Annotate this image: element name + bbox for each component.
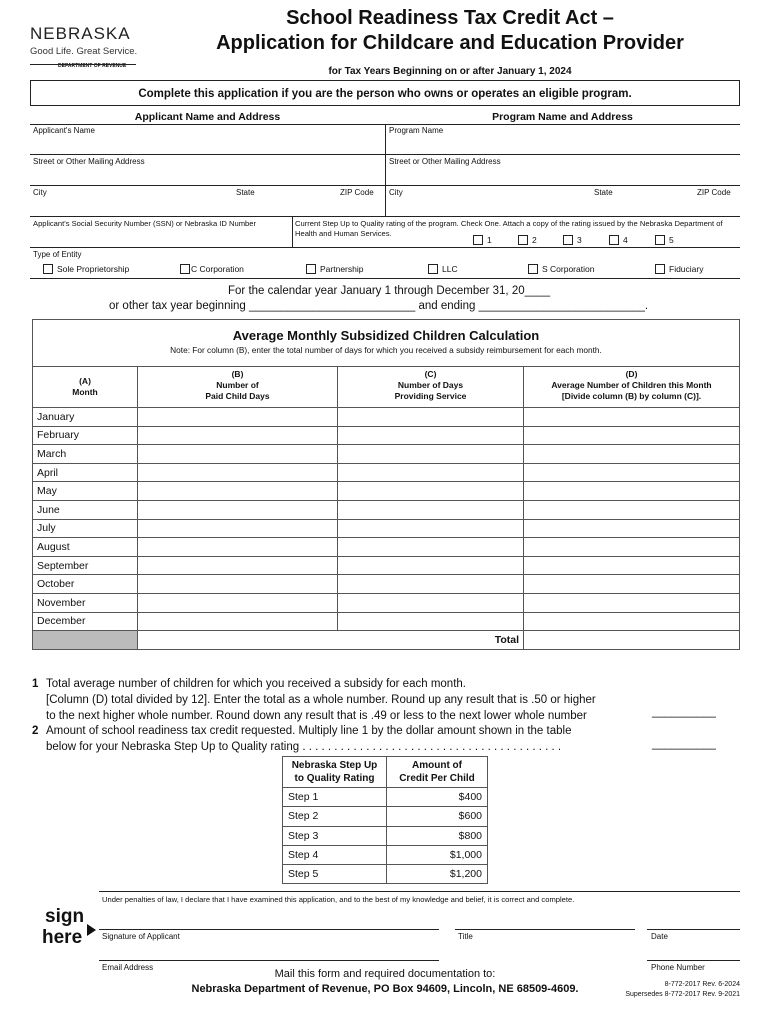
- average-input[interactable]: [524, 482, 740, 501]
- line-2: 2 Amount of school readiness tax credit requested. Multiply line 1 by the dollar amount shown in the table below for your Nebraska Step Up to Quality rating . . . . . . . . . . . . . . . . . . . . . . . . . . . . . . . . . . . . . . . . .: [32, 725, 572, 753]
- arrow-icon: [87, 924, 96, 936]
- checkbox[interactable]: [528, 264, 538, 274]
- step-cell: Step 5: [283, 865, 387, 884]
- calc-note: Note: For column (B), enter the total number of days for which you received a subsidy reimbursement for each month.: [170, 345, 602, 355]
- average-input[interactable]: [524, 408, 740, 427]
- month-cell: May: [33, 482, 138, 501]
- amount-cell: $1,000: [387, 845, 488, 864]
- step-cell: Step 2: [283, 807, 387, 826]
- program-heading: Program Name and Address: [492, 111, 633, 123]
- month-cell: September: [33, 556, 138, 575]
- tax-year-line1[interactable]: For the calendar year January 1 through December 31, 20____: [228, 285, 551, 297]
- entity-fiduciary[interactable]: Fiduciary: [655, 264, 703, 274]
- entity-label: Type of Entity: [33, 250, 82, 259]
- table-row: [33, 538, 740, 557]
- average-input[interactable]: [524, 612, 740, 631]
- col-d-header: (D) Average Number of Children this Month [Divide column (B) by column (C)].: [524, 367, 740, 408]
- month-cell: February: [33, 426, 138, 445]
- month-cell: April: [33, 463, 138, 482]
- days-input[interactable]: [138, 593, 338, 612]
- days-input[interactable]: [138, 426, 338, 445]
- entity-partnership[interactable]: Partnership: [306, 264, 363, 274]
- service-days-input[interactable]: [338, 575, 524, 594]
- service-days-input[interactable]: [338, 426, 524, 445]
- tax-year-line2[interactable]: or other tax year beginning __________________________ and ending __________________________.: [109, 300, 649, 312]
- applicant-name-field[interactable]: Applicant's Name: [33, 126, 95, 135]
- table-row: [33, 482, 740, 501]
- mail-instructions: Mail this form and required documentation to:: [274, 968, 496, 980]
- average-input[interactable]: [524, 445, 740, 464]
- average-input[interactable]: [524, 519, 740, 538]
- service-days-input[interactable]: [338, 500, 524, 519]
- days-input[interactable]: [138, 482, 338, 501]
- subtitle: for Tax Years Beginning on or after January 1, 2024: [328, 66, 572, 77]
- days-input[interactable]: [138, 500, 338, 519]
- amount-cell: $600: [387, 807, 488, 826]
- table-row: [33, 500, 740, 519]
- month-cell: March: [33, 445, 138, 464]
- entity-s-corporation[interactable]: S Corporation: [528, 264, 594, 274]
- service-days-input[interactable]: [338, 556, 524, 575]
- logo-dept: DEPARTMENT OF REVENUE: [58, 63, 127, 69]
- rating-option-4[interactable]: 4: [609, 235, 628, 245]
- total-label: Total: [138, 631, 524, 650]
- service-days-input[interactable]: [338, 593, 524, 612]
- table-row: [283, 845, 488, 864]
- checkbox[interactable]: [655, 235, 665, 245]
- applicant-state-field[interactable]: State: [236, 188, 255, 197]
- table-row: [33, 445, 740, 464]
- entity-llc[interactable]: LLC: [428, 264, 458, 274]
- rating-option-5[interactable]: 5: [655, 235, 674, 245]
- average-input[interactable]: [524, 556, 740, 575]
- average-input[interactable]: [524, 463, 740, 482]
- checkbox[interactable]: [306, 264, 316, 274]
- amount-cell: $400: [387, 788, 488, 807]
- days-input[interactable]: [138, 556, 338, 575]
- amount-cell: $800: [387, 826, 488, 845]
- table-row: [33, 463, 740, 482]
- average-input[interactable]: [524, 538, 740, 557]
- calc-table: [32, 366, 740, 650]
- entity-sole-proprietorship[interactable]: Sole Proprietorship: [43, 264, 129, 274]
- table-row: [283, 807, 488, 826]
- table-row: [283, 826, 488, 845]
- calc-title: Average Monthly Subsidized Children Calculation: [232, 328, 540, 343]
- program-city-field[interactable]: City: [389, 188, 403, 197]
- checkbox[interactable]: [609, 235, 619, 245]
- table-row: [283, 788, 488, 807]
- amount-cell: $1,200: [387, 865, 488, 884]
- line-1-input[interactable]: __________: [652, 706, 716, 718]
- logo-text: NEBRASKA: [30, 24, 131, 43]
- applicant-heading: Applicant Name and Address: [134, 111, 281, 123]
- month-cell: August: [33, 538, 138, 557]
- credit-header-rating: Nebraska Step Up to Quality Rating: [283, 757, 387, 788]
- credit-header-amount: Amount of Credit Per Child: [387, 757, 488, 788]
- declaration: Under penalties of law, I declare that I have examined this application, and to the best of my knowledge and belief, it is correct and complete.: [102, 895, 575, 904]
- ssn-field[interactable]: Applicant's Social Security Number (SSN) or Nebraska ID Number: [33, 219, 257, 228]
- month-cell: January: [33, 408, 138, 427]
- service-days-input[interactable]: [338, 408, 524, 427]
- program-zip-field[interactable]: ZIP Code: [697, 188, 731, 197]
- table-row: [33, 612, 740, 631]
- line-2-input[interactable]: __________: [652, 738, 716, 750]
- applicant-city-field[interactable]: City: [33, 188, 47, 197]
- checkbox[interactable]: [518, 235, 528, 245]
- table-row: [33, 575, 740, 594]
- table-row: [33, 408, 740, 427]
- credit-table: [282, 756, 488, 884]
- phone-field[interactable]: Phone Number: [651, 963, 705, 972]
- date-field[interactable]: Date: [651, 932, 668, 941]
- average-input[interactable]: [524, 575, 740, 594]
- service-days-input[interactable]: [338, 445, 524, 464]
- email-field[interactable]: Email Address: [102, 963, 154, 972]
- table-row: [33, 519, 740, 538]
- checkbox[interactable]: [473, 235, 483, 245]
- service-days-input[interactable]: [338, 538, 524, 557]
- form-number: 8-772-2017 Rev. 6-2024: [664, 981, 740, 988]
- rating-option-3[interactable]: 3: [563, 235, 582, 245]
- days-input[interactable]: [138, 445, 338, 464]
- days-input[interactable]: [138, 612, 338, 631]
- shaded-cell: [33, 631, 138, 650]
- checkbox[interactable]: [428, 264, 438, 274]
- month-cell: July: [33, 519, 138, 538]
- program-name-field[interactable]: Program Name: [389, 126, 444, 135]
- mail-address: Nebraska Department of Revenue, PO Box 94609, Lincoln, NE 68509-4609.: [191, 983, 579, 995]
- step-cell: Step 1: [283, 788, 387, 807]
- month-cell: November: [33, 593, 138, 612]
- average-input[interactable]: [524, 426, 740, 445]
- service-days-input[interactable]: [338, 463, 524, 482]
- instruction-box: [30, 80, 740, 106]
- rating-option-2[interactable]: 2: [518, 235, 537, 245]
- title-field[interactable]: Title: [458, 932, 473, 941]
- service-days-input[interactable]: [338, 482, 524, 501]
- service-days-input[interactable]: [338, 612, 524, 631]
- logo-tagline: Good Life. Great Service.: [30, 46, 138, 57]
- rating-option-1[interactable]: 1: [473, 235, 492, 245]
- days-input[interactable]: [138, 538, 338, 557]
- total-input[interactable]: [524, 631, 740, 650]
- logo: [30, 24, 142, 69]
- step-cell: Step 4: [283, 845, 387, 864]
- table-row: [33, 426, 740, 445]
- days-input[interactable]: [138, 519, 338, 538]
- days-input[interactable]: [138, 575, 338, 594]
- col-c-header: (C) Number of Days Providing Service: [338, 367, 524, 408]
- page-title: School Readiness Tax Credit Act – Application for Childcare and Education Provider: [216, 7, 684, 54]
- instruction-text: Complete this application if you are the person who owns or operates an eligible program.: [138, 88, 632, 100]
- entity-c-corporation[interactable]: C Corporation: [180, 264, 244, 274]
- service-days-input[interactable]: [338, 519, 524, 538]
- supersedes: Supersedes 8-772-2017 Rev. 9-2021: [625, 991, 740, 998]
- col-a-header: (A) Month: [33, 367, 138, 408]
- days-input[interactable]: [138, 463, 338, 482]
- month-cell: June: [33, 500, 138, 519]
- table-row: [33, 556, 740, 575]
- checkbox[interactable]: [43, 264, 53, 274]
- month-cell: October: [33, 575, 138, 594]
- applicant-zip-field[interactable]: ZIP Code: [340, 188, 374, 197]
- line-1: 1 Total average number of children for which you received a subsidy for each month. [Column (D) total divided by 12]. Enter the total as a whole number. Round up any result that is .50 or higher to the next higher whole number. Round down any result that is .49 or less to the next lower whole number: [32, 678, 596, 722]
- table-row: [33, 593, 740, 612]
- col-b-header: (B) Number of Paid Child Days: [138, 367, 338, 408]
- sign-here-label: sign here: [42, 906, 85, 948]
- total-row: [33, 631, 740, 650]
- checkbox[interactable]: [655, 264, 665, 274]
- average-input[interactable]: [524, 593, 740, 612]
- signature-field[interactable]: Signature of Applicant: [102, 932, 180, 941]
- days-input[interactable]: [138, 408, 338, 427]
- rating-text: Current Step Up to Quality rating of the program. Check One. Attach a copy of the rating issued by the Nebraska Department of Health and Human Services.: [295, 219, 723, 238]
- program-street-field[interactable]: Street or Other Mailing Address: [389, 157, 501, 166]
- month-cell: December: [33, 612, 138, 631]
- step-cell: Step 3: [283, 826, 387, 845]
- average-input[interactable]: [524, 500, 740, 519]
- checkbox[interactable]: [563, 235, 573, 245]
- checkbox[interactable]: [180, 264, 190, 274]
- program-state-field[interactable]: State: [594, 188, 613, 197]
- calc-box: [32, 319, 740, 366]
- applicant-street-field[interactable]: Street or Other Mailing Address: [33, 157, 145, 166]
- table-row: [283, 865, 488, 884]
